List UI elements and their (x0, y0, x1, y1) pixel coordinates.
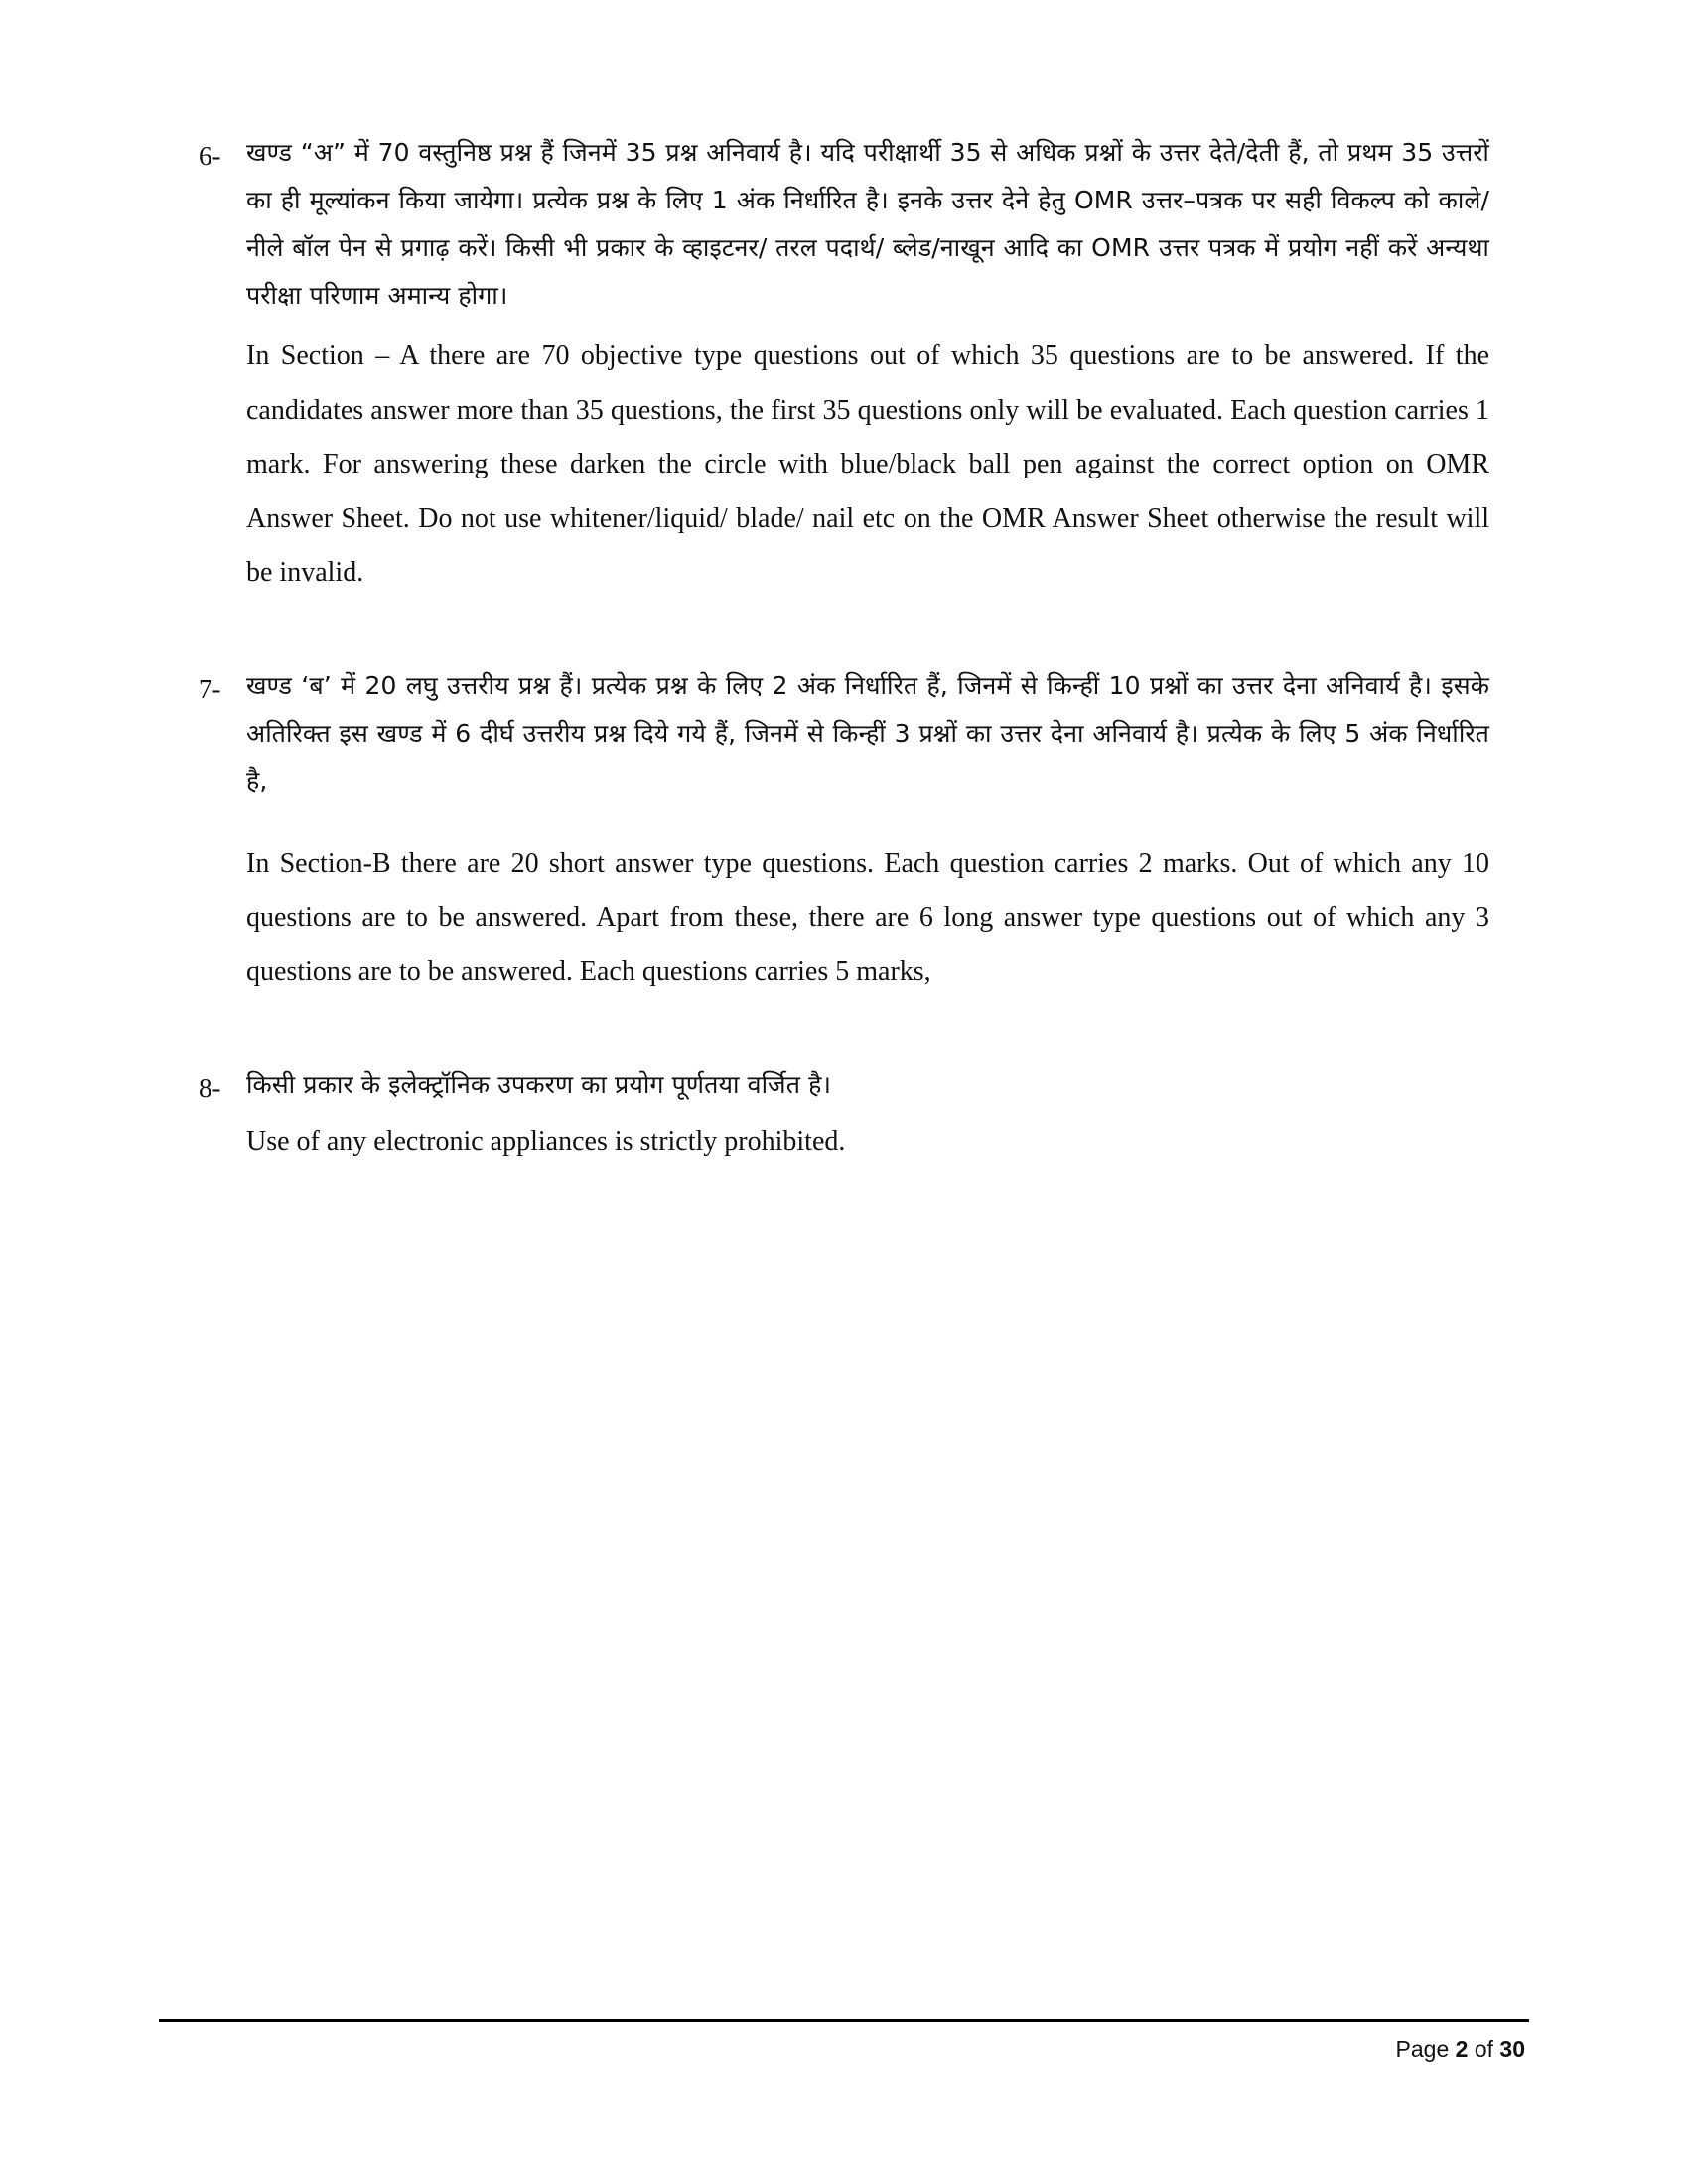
footer-page-word: Page (1395, 2036, 1450, 2062)
instruction-number-8: 8- (199, 1072, 221, 1103)
instruction-number-6: 6- (199, 141, 221, 171)
instruction-item-8 (199, 1061, 1489, 1169)
instruction-7-hindi-text: खण्ड ‘ब’ में 20 लघु उत्तरीय प्रश्न हैं। प्रत्येक प्रश्न के लिए 2 अंक निर्धारित हैं, जिनमें से किन्हीं 10 प्रश्नों का उत्तर देना अनिवार्य है। इसके अतिरिक्त इस खण्ड में 6 दीर्घ उत्तरीय प्रश्न दिये गये हैं, जिनमें से किन्हीं 3 प्रश्नों का उत्तर देना अनिवार्य है। प्रत्येक के लिए 5 अंक निर्धारित है, (246, 670, 1489, 795)
footer-divider (159, 2019, 1529, 2022)
instruction-7-english-text: In Section-B there are 20 short answer type questions. Each question carries 2 marks. Out of which any 10 questions are to be answered. Apart from these, there are 6 long answer type questions out of which any 3 questions are to be answered. Each questions carries 5 marks, (246, 847, 1489, 988)
footer-total-pages: 30 (1499, 2036, 1525, 2062)
page-content (199, 129, 1489, 1186)
page-number-label (159, 2036, 1529, 2063)
instruction-6-english-text: In Section – A there are 70 objective type questions out of which 35 questions are to be answered. If the candidates answer more than 35 questions, the first 35 questions only will be evaluated. Each question carries 1 mark. For answering these darken the circle with blue/black ball pen against the correct option on OMR Answer Sheet. Do not use whitener/liquid/ blade/ nail etc on the OMR Answer Sheet otherwise the result will be invalid. (246, 341, 1489, 589)
instruction-6-hindi-text: खण्ड “अ” में 70 वस्तुनिष्ठ प्रश्न हैं जिनमें 35 प्रश्न अनिवार्य है। यदि परीक्षार्थी 35 से अधिक प्रश्नों के उत्तर देते/देती हैं, तो प्रथम 35 उत्तरों का ही मूल्यांकन किया जायेगा। प्रत्येक प्रश्न के लिए 1 अंक निर्धारित है। इनके उत्तर देने हेतु OMR उत्तर–पत्रक पर सही विकल्प को काले/नीले बॉल पेन से प्रगाढ़ करें। किसी भी प्रकार के व्हाइटनर/ तरल पदार्थ/ ब्लेड/नाखून आदि का OMR उत्तर पत्रक में प्रयोग नहीं करें अन्यथा परीक्षा परिणाम अमान्य होगा। (246, 138, 1489, 310)
footer-current-page: 2 (1455, 2036, 1469, 2062)
spacer (199, 618, 1489, 662)
page-footer (159, 2019, 1529, 2063)
footer-of-word: of (1474, 2036, 1494, 2062)
instruction-8-english-text: Use of any electronic appliances is strictly prohibited. (246, 1125, 846, 1157)
spacer (246, 811, 1489, 827)
instruction-item-6 (199, 129, 1489, 601)
instruction-8-hindi-text: किसी प्रकार के इलेक्ट्रॉनिक उपकरण का प्रयोग पूर्णतया वर्जित है। (246, 1069, 832, 1099)
instruction-body-6 (246, 129, 1489, 601)
instruction-number-7: 7- (199, 673, 221, 704)
instruction-body-7 (246, 662, 1489, 1000)
instruction-item-7 (199, 662, 1489, 1000)
spacer (199, 1018, 1489, 1061)
instruction-body-8 (246, 1061, 1489, 1169)
